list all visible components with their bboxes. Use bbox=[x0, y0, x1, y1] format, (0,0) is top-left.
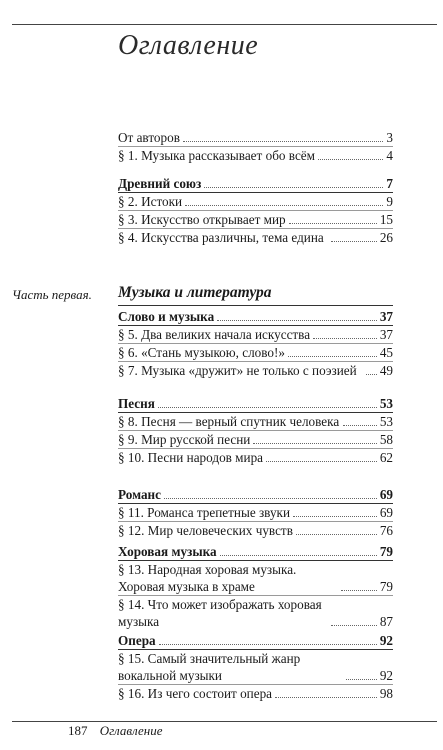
section-heading-label: Древний союз bbox=[118, 176, 202, 191]
toc-entry-page: 49 bbox=[379, 363, 393, 378]
toc-entry[interactable] bbox=[118, 326, 393, 343]
dot-leader bbox=[253, 443, 376, 444]
dot-leader bbox=[275, 697, 377, 698]
toc-entry-page: 26 bbox=[379, 230, 393, 245]
section-heading-page: 53 bbox=[379, 396, 393, 411]
section-heading-label: Опера bbox=[118, 633, 156, 648]
section-heading-page: 92 bbox=[379, 633, 393, 648]
toc-entry-page: 98 bbox=[379, 686, 393, 701]
section-word-music bbox=[118, 308, 393, 379]
section-heading[interactable] bbox=[118, 175, 393, 192]
toc-entry[interactable] bbox=[118, 522, 393, 539]
toc-entry-page: 62 bbox=[379, 450, 393, 465]
toc-entry-label: § 4. Искусства различны, тема едина bbox=[118, 230, 324, 245]
toc-entry-page: 92 bbox=[379, 668, 393, 683]
toc-entry-label: § 6. «Стань музыкою, слово!» bbox=[118, 345, 285, 360]
toc-entry[interactable] bbox=[118, 211, 393, 228]
section-heading[interactable] bbox=[118, 308, 393, 325]
toc-entry[interactable] bbox=[118, 596, 393, 630]
part-divider bbox=[118, 305, 393, 306]
toc-entry[interactable] bbox=[118, 362, 393, 379]
toc-entry-label: § 10. Песни народов мира bbox=[118, 450, 264, 465]
toc-entry-label: § 7. Музыка «дружит» не только с поэзией bbox=[118, 363, 357, 378]
toc-entry-label: § 14. Что может изображать хоровая музыка bbox=[118, 597, 322, 629]
toc-entry-page: 79 bbox=[379, 579, 393, 594]
dot-leader bbox=[204, 187, 383, 188]
dot-leader bbox=[293, 516, 377, 517]
toc-entry-label: § 2. Истоки bbox=[118, 194, 183, 209]
dot-leader bbox=[288, 356, 377, 357]
section-heading-label: Романс bbox=[118, 487, 162, 502]
section-heading[interactable] bbox=[118, 395, 393, 412]
toc-entry[interactable] bbox=[118, 685, 393, 702]
dot-leader bbox=[318, 159, 383, 160]
dot-leader bbox=[289, 223, 377, 224]
toc-entry[interactable] bbox=[118, 561, 393, 595]
page-footer bbox=[68, 723, 163, 739]
toc-entry-label: § 15. Самый значительный жанр вокальной музыки bbox=[118, 651, 301, 683]
toc-entry-page: 9 bbox=[386, 194, 393, 209]
toc-entry[interactable] bbox=[118, 147, 393, 164]
top-rule bbox=[12, 24, 437, 25]
toc-entry-page: 53 bbox=[379, 414, 393, 429]
dot-leader bbox=[185, 205, 383, 206]
section-song bbox=[118, 395, 393, 466]
dot-leader bbox=[341, 590, 377, 591]
section-heading-label: Слово и музыка bbox=[118, 309, 215, 324]
section-heading[interactable] bbox=[118, 543, 393, 560]
toc-entry-page: 69 bbox=[379, 505, 393, 520]
toc-entry-label: § 8. Песня — верный спутник человека bbox=[118, 414, 340, 429]
section-heading-label: Хоровая музыка bbox=[118, 544, 217, 559]
toc-entry-label: § 3. Искусство открывает мир bbox=[118, 212, 286, 227]
running-title: Оглавление bbox=[99, 723, 163, 738]
toc-entry[interactable] bbox=[118, 650, 393, 684]
toc-entry-label: § 9. Мир русской песни bbox=[118, 432, 251, 447]
section-heading[interactable] bbox=[118, 632, 393, 649]
part-title: Музыка и литература bbox=[118, 284, 272, 301]
dot-leader bbox=[266, 461, 377, 462]
toc-entry-page: 58 bbox=[379, 432, 393, 447]
toc-entry[interactable] bbox=[118, 504, 393, 521]
toc-entry-page: 4 bbox=[386, 148, 393, 163]
toc-entry[interactable] bbox=[118, 413, 393, 430]
toc-entry-label: § 12. Мир человеческих чувств bbox=[118, 523, 293, 538]
section-heading-label: Песня bbox=[118, 396, 155, 411]
dot-leader bbox=[159, 644, 377, 645]
dot-leader bbox=[164, 498, 377, 499]
toc-entry-label: § 11. Романса трепетные звуки bbox=[118, 505, 291, 520]
intro-block bbox=[118, 129, 393, 164]
dot-leader bbox=[343, 425, 377, 426]
toc-entry[interactable] bbox=[118, 129, 393, 146]
dot-leader bbox=[220, 555, 377, 556]
toc-entry-label: § 1. Музыка рассказывает обо всём bbox=[118, 148, 315, 163]
toc-entry-label: От авторов bbox=[118, 130, 180, 145]
page-title: Оглавление bbox=[118, 30, 259, 61]
toc-entry[interactable] bbox=[118, 229, 393, 246]
toc-entry-page: 37 bbox=[379, 327, 393, 342]
section-romance bbox=[118, 486, 393, 539]
section-heading-page: 79 bbox=[379, 544, 393, 559]
toc-entry[interactable] bbox=[118, 193, 393, 210]
section-heading-page: 69 bbox=[379, 487, 393, 502]
dot-leader bbox=[313, 338, 377, 339]
toc-entry-label: § 16. Из чего состоит опера bbox=[118, 686, 273, 701]
toc-entry[interactable] bbox=[118, 344, 393, 361]
dot-leader bbox=[183, 141, 383, 142]
toc-entry-page: 45 bbox=[379, 345, 393, 360]
section-ancient-union bbox=[118, 175, 393, 246]
section-choral-music bbox=[118, 543, 393, 630]
toc-entry-label: § 13. Народная хоровая музыка. Хоровая музыка в храме bbox=[118, 562, 297, 594]
dot-leader bbox=[217, 320, 377, 321]
dot-leader bbox=[346, 679, 377, 680]
section-opera bbox=[118, 632, 393, 702]
section-heading-page: 37 bbox=[379, 309, 393, 324]
dot-leader bbox=[296, 534, 377, 535]
toc-entry-page: 87 bbox=[379, 614, 393, 629]
toc-entry-page: 3 bbox=[386, 130, 393, 145]
page-number: 187 bbox=[68, 723, 88, 738]
bottom-rule bbox=[12, 721, 437, 722]
section-heading[interactable] bbox=[118, 486, 393, 503]
part-label: Часть первая. bbox=[12, 287, 92, 302]
dot-leader bbox=[331, 625, 377, 626]
dot-leader bbox=[158, 407, 377, 408]
toc-entry[interactable] bbox=[118, 431, 393, 448]
toc-entry-page: 76 bbox=[379, 523, 393, 538]
section-heading-page: 7 bbox=[386, 176, 393, 191]
toc-entry[interactable] bbox=[118, 449, 393, 466]
toc-entry-page: 15 bbox=[379, 212, 393, 227]
dot-leader bbox=[331, 241, 377, 242]
toc-entry-label: § 5. Два великих начала искусства bbox=[118, 327, 311, 342]
dot-leader bbox=[366, 374, 377, 375]
